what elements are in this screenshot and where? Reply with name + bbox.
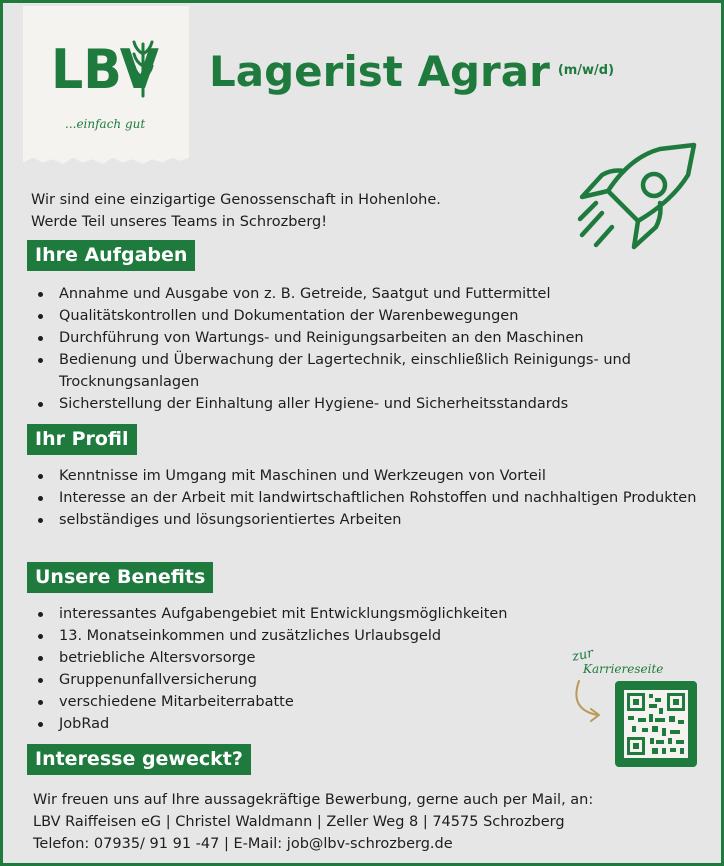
rocket-icon xyxy=(568,139,702,275)
list-item: Interesse an der Arbeit mit landwirtschaftlichen Rohstoffen und nachhaltigen Produkten xyxy=(33,487,699,509)
job-title xyxy=(209,47,614,96)
qr-code-icon xyxy=(624,690,688,758)
section-heading-tasks: Ihre Aufgaben xyxy=(27,240,195,271)
section-heading-benefits: Unsere Benefits xyxy=(27,562,213,593)
list-item: Gruppenunfallversicherung xyxy=(33,669,508,691)
gender-note: (m/w/d) xyxy=(557,63,615,78)
list-item: 13. Monatseinkommen und zusätzliches Urlaubsgeld xyxy=(33,625,508,647)
list-item: interessantes Aufgabengebiet mit Entwicklungsmöglichkeiten xyxy=(33,603,508,625)
profile-list xyxy=(33,465,699,531)
qr-note-line1: zur xyxy=(570,645,595,665)
list-item: selbständiges und lösungsorientiertes Arbeiten xyxy=(33,509,699,531)
section-heading-interest: Interesse geweckt? xyxy=(27,744,251,775)
contact-block xyxy=(33,789,593,855)
logo-tagline: ...einfach gut xyxy=(65,117,146,131)
list-item: Durchführung von Wartungs- und Reinigungsarbeiten an den Maschinen xyxy=(33,327,679,349)
tasks-list xyxy=(33,283,679,415)
benefits-list xyxy=(33,603,508,735)
list-item: Qualitätskontrollen und Dokumentation der Warenbewegungen xyxy=(33,305,679,327)
list-item: JobRad xyxy=(33,713,508,735)
lbv-logo xyxy=(23,6,189,169)
curved-arrow-icon xyxy=(576,681,597,715)
list-item: betriebliche Altersvorsorge xyxy=(33,647,508,669)
contact-line: Wir freuen uns auf Ihre aussagekräftige Bewerbung, gerne auch per Mail, an: xyxy=(33,792,594,808)
list-item: Annahme und Ausgabe von z. B. Getreide, Saatgut und Futtermittel xyxy=(33,283,679,305)
contact-phone-email: Telefon: 07935/ 91 91 -47 | E-Mail: job@lbv-schrozberg.de xyxy=(33,836,453,852)
job-title-text: Lagerist Agrar xyxy=(209,47,550,96)
qr-code[interactable] xyxy=(615,681,697,767)
list-item: Sicherstellung der Einhaltung aller Hygiene- und Sicherheitsstandards xyxy=(33,393,679,415)
logo-card xyxy=(23,6,189,169)
section-heading-profile: Ihr Profil xyxy=(27,424,137,455)
list-item: verschiedene Mitarbeiterrabatte xyxy=(33,691,508,713)
list-item: Bedienung und Überwachung der Lagertechnik, einschließlich Reinigungs- und Trocknungsanlagen xyxy=(33,349,679,393)
intro-text xyxy=(31,189,441,233)
intro-line: Werde Teil unseres Teams in Schrozberg! xyxy=(31,214,328,230)
logo-letters: LBV xyxy=(51,38,160,101)
list-item: Kenntnisse im Umgang mit Maschinen und Werkzeugen von Vorteil xyxy=(33,465,699,487)
intro-line: Wir sind eine einzigartige Genossenschaft in Hohenlohe. xyxy=(31,192,441,208)
qr-note-line2: Karriereseite xyxy=(583,662,664,676)
contact-address: LBV Raiffeisen eG | Christel Waldmann | Zeller Weg 8 | 74575 Schrozberg xyxy=(33,814,565,830)
